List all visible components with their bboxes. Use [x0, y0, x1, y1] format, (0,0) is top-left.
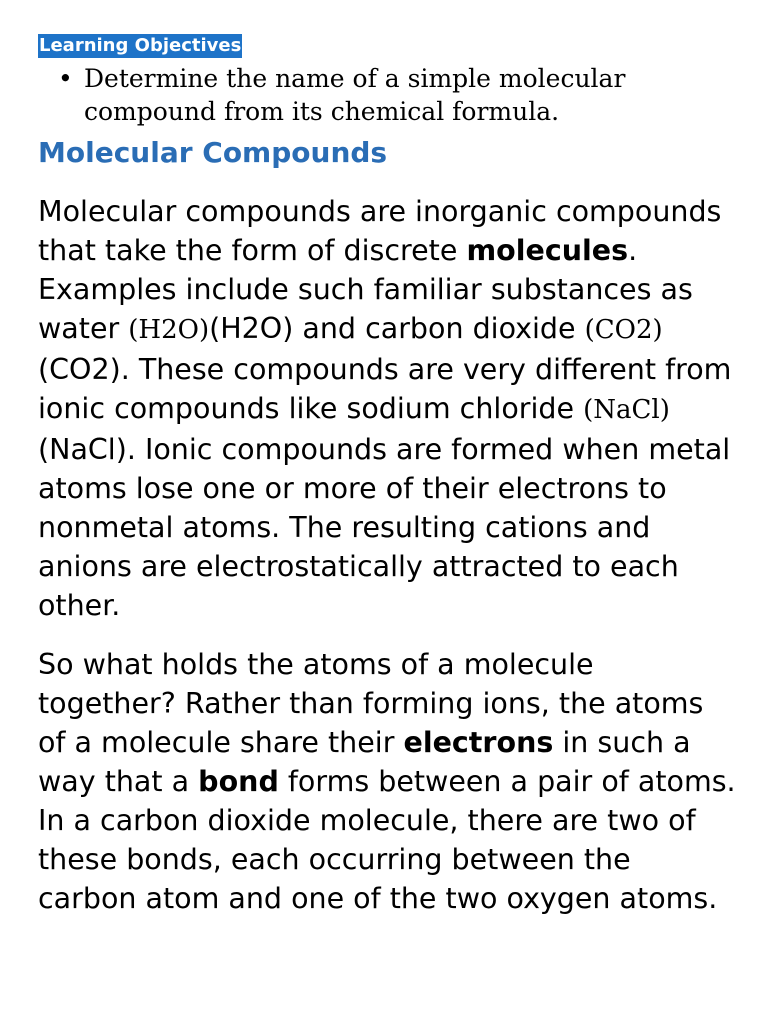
article	[38, 34, 738, 918]
term-bond: bond	[198, 765, 279, 798]
formula-sodium-chloride: (NaCl)	[583, 395, 670, 425]
term-molecules: molecules	[466, 234, 629, 267]
paragraph-bonds	[38, 645, 738, 918]
paragraph-text: . Examples include such familiar substances as water	[38, 234, 693, 345]
formula-water: (H2O)	[128, 315, 210, 345]
paragraph-text: in such a way that a	[38, 726, 691, 798]
paragraph-text: forms between a pair of atoms. In a carbon dioxide molecule, there are two of these bonds, each occurring between the carbon atom and one of the two oxygen atoms.	[38, 765, 736, 915]
learning-objective-item	[38, 62, 664, 128]
paragraph-intro	[38, 192, 738, 625]
paragraph-text: Molecular compounds are inorganic compounds that take the form of discrete	[38, 195, 722, 267]
paragraph-text: (H2O) and carbon dioxide	[209, 312, 585, 345]
section-heading: Molecular Compounds	[38, 136, 388, 169]
learning-objectives-label: Learning Objectives	[39, 35, 242, 56]
term-electrons: electrons	[403, 726, 554, 759]
learning-objective-text: Determine the name of a simple molecular compound from its chemical formula.	[84, 64, 626, 126]
learning-objectives-list	[38, 62, 738, 128]
paragraph-text: So what holds the atoms of a molecule together? Rather than forming ions, the atoms of a molecule share their	[38, 648, 704, 759]
formula-carbon-dioxide: (CO2)	[584, 315, 663, 345]
paragraph-text: (NaCl). Ionic compounds are formed when metal atoms lose one or more of their electrons to nonmetal atoms. The resulting cations and anions are electrostatically attracted to each other.	[38, 433, 731, 622]
bullet-icon: •	[58, 64, 73, 93]
paragraph-text: (CO2). These compounds are very different from ionic compounds like sodium chloride	[38, 353, 732, 425]
